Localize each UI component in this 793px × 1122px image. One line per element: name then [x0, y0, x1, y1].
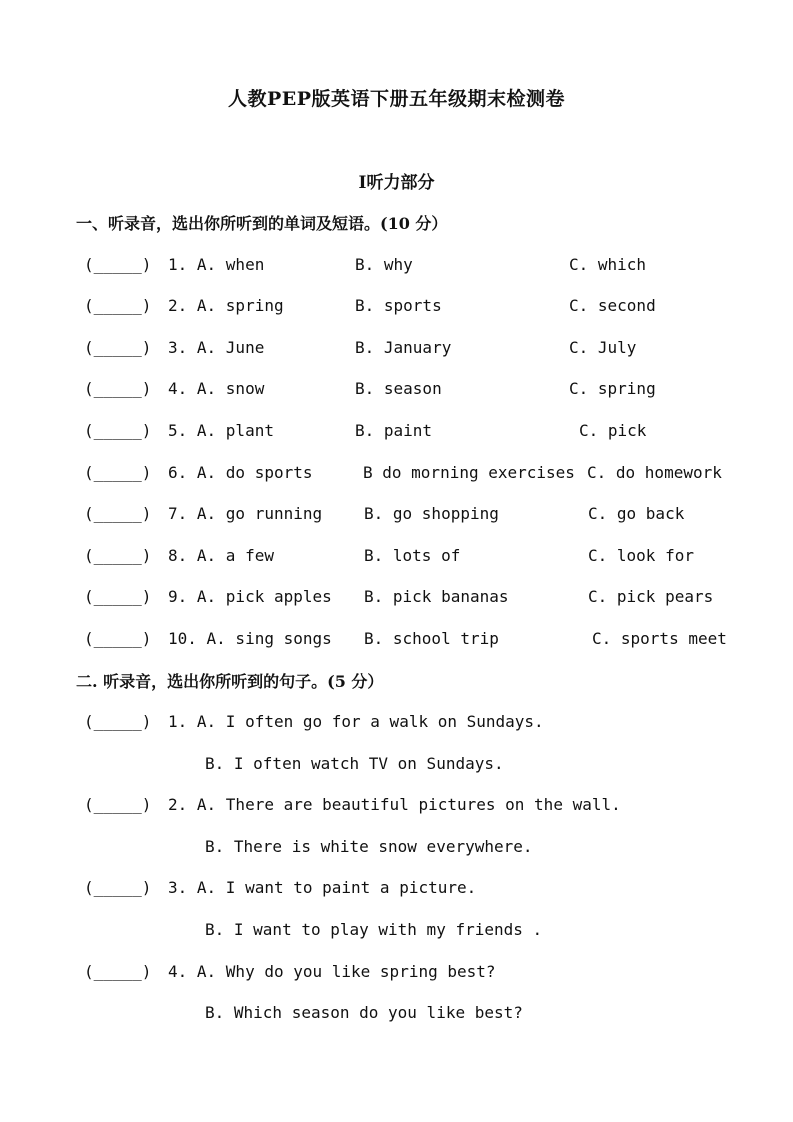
list-item: [0, 712, 793, 734]
answer-blank: (_____): [84, 338, 152, 357]
option-c: C. do homework: [587, 463, 722, 482]
option-b: B. sports: [355, 296, 442, 315]
sentence-b: B. I want to play with my friends .: [205, 920, 543, 939]
list-item: [0, 463, 793, 485]
answer-blank: (_____): [84, 587, 152, 606]
option-c: C. second: [569, 296, 656, 315]
answer-blank: (_____): [84, 795, 152, 814]
option-a: 2. A. spring: [168, 296, 284, 315]
option-c: C. July: [569, 338, 637, 357]
option-b: B. school trip: [364, 629, 499, 648]
option-b: B. lots of: [364, 546, 461, 565]
option-c: C. pick: [579, 421, 647, 440]
option-c: C. sports meet: [592, 629, 727, 648]
option-b: B. why: [355, 255, 413, 274]
option-a: 6. A. do sports: [168, 463, 313, 482]
answer-blank: (_____): [84, 379, 152, 398]
answer-blank: (_____): [84, 712, 152, 731]
list-item: [0, 920, 793, 942]
option-a: 7. A. go running: [168, 504, 323, 523]
option-a: 3. A. June: [168, 338, 265, 357]
list-item: [0, 296, 793, 318]
option-c: C. go back: [588, 504, 685, 523]
list-item: [0, 504, 793, 526]
option-b: B. pick bananas: [364, 587, 509, 606]
answer-blank: (_____): [84, 629, 152, 648]
option-c: C. spring: [569, 379, 656, 398]
sentence-a: 2. A. There are beautiful pictures on the wall.: [168, 795, 621, 814]
list-item: [0, 421, 793, 443]
option-a: 8. A. a few: [168, 546, 274, 565]
option-b: B. season: [355, 379, 442, 398]
answer-blank: (_____): [84, 255, 152, 274]
sentence-b: B. I often watch TV on Sundays.: [205, 754, 504, 773]
list-item: [0, 795, 793, 817]
answer-blank: (_____): [84, 962, 152, 981]
list-item: [0, 338, 793, 360]
option-a: 5. A. plant: [168, 421, 274, 440]
option-a: 4. A. snow: [168, 379, 265, 398]
list-item: [0, 587, 793, 609]
option-b: B do morning exercises: [363, 463, 575, 482]
list-item: [0, 962, 793, 984]
section1-heading: 一、听录音，选出你所听到的单词及短语。(10 分）: [76, 214, 448, 233]
answer-blank: (_____): [84, 546, 152, 565]
list-item: [0, 629, 793, 651]
document-title: 人教PEP版英语下册五年级期末检测卷: [227, 88, 566, 110]
list-item: [0, 878, 793, 900]
answer-blank: (_____): [84, 504, 152, 523]
list-item: [0, 379, 793, 401]
option-c: C. pick pears: [588, 587, 714, 606]
sentence-b: B. Which season do you like best?: [205, 1003, 523, 1022]
sentence-b: B. There is white snow everywhere.: [205, 837, 533, 856]
list-item: [0, 1003, 793, 1025]
answer-blank: (_____): [84, 296, 152, 315]
section2-heading: 二. 听录音，选出你所听到的句子。(5 分）: [76, 672, 384, 691]
list-item: [0, 754, 793, 776]
option-b: B. January: [355, 338, 452, 357]
option-a: 10. A. sing songs: [168, 629, 332, 648]
list-item: [0, 255, 793, 277]
list-item: [0, 546, 793, 568]
list-item: [0, 837, 793, 859]
option-c: C. look for: [588, 546, 694, 565]
sentence-a: 4. A. Why do you like spring best?: [168, 962, 496, 981]
option-c: C. which: [569, 255, 647, 274]
option-b: B. go shopping: [364, 504, 499, 523]
sentence-a: 3. A. I want to paint a picture.: [168, 878, 477, 897]
option-a: 9. A. pick apples: [168, 587, 332, 606]
answer-blank: (_____): [84, 421, 152, 440]
answer-blank: (_____): [84, 878, 152, 897]
answer-blank: (_____): [84, 463, 152, 482]
part-title: I听力部分: [358, 173, 435, 193]
sentence-a: 1. A. I often go for a walk on Sundays.: [168, 712, 544, 731]
option-b: B. paint: [355, 421, 433, 440]
option-a: 1. A. when: [168, 255, 265, 274]
